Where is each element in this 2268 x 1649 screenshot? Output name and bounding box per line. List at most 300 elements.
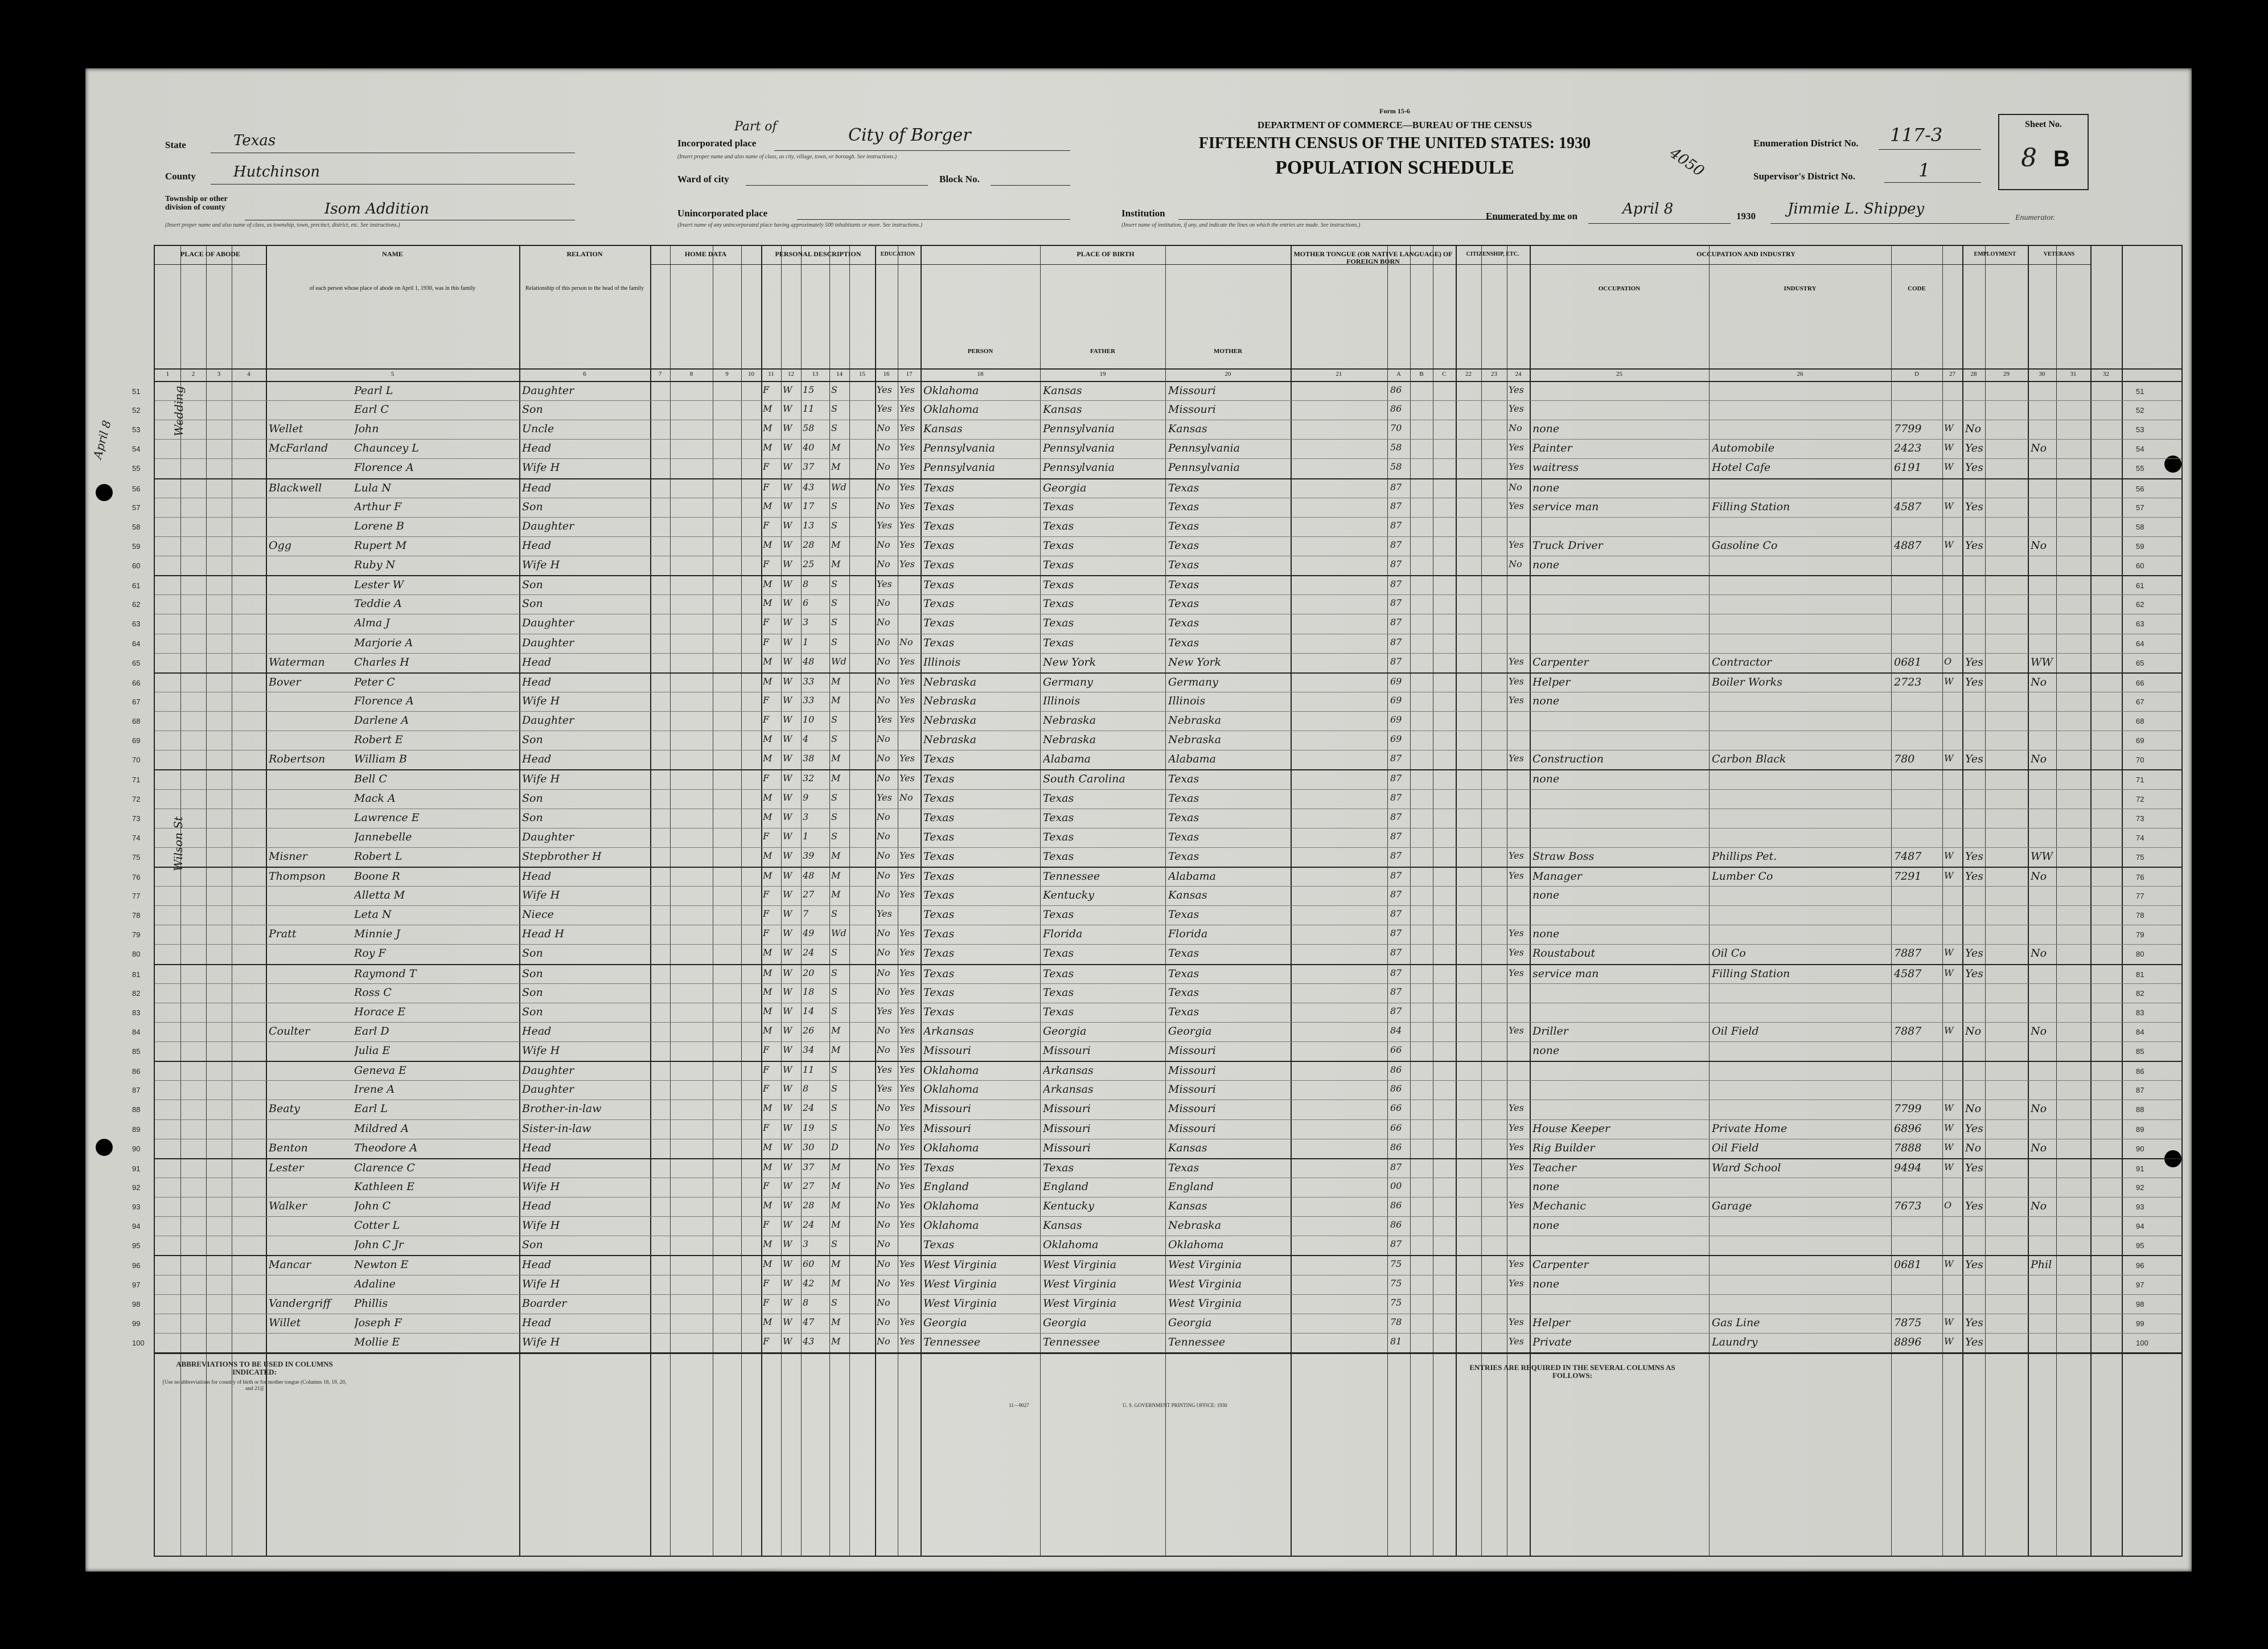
cell-industry: Laundry (1712, 1335, 1758, 1348)
footer-print-number: 11—9027 (1009, 1402, 1029, 1408)
table-row (132, 1294, 2181, 1314)
line-number: 84 (2136, 1027, 2144, 1036)
cell-school: No (877, 636, 890, 647)
cell-father-birth: Texas (1043, 791, 1074, 805)
ed-label: Enumeration District No. (1753, 138, 1859, 149)
cell-given: Ruby N (354, 559, 396, 572)
line-number: 98 (132, 1299, 141, 1308)
cell-race: W (783, 655, 792, 667)
cell-race: W (783, 870, 792, 881)
cell-work: No (1509, 559, 1522, 570)
line-number: 66 (2136, 678, 2144, 687)
table-row (132, 478, 2181, 499)
enumerator-label: Enumerator. (2015, 214, 2055, 222)
table-row (132, 439, 2181, 459)
line-number: 63 (2136, 620, 2144, 629)
line-number: 67 (132, 697, 141, 706)
cell-vet: No (2031, 1024, 2047, 1037)
cell-given: Darlene A (354, 714, 409, 727)
cell-work: Yes (1509, 1024, 1524, 1036)
cell-emp: No (1965, 1024, 1982, 1037)
cell-marital: M (831, 539, 841, 550)
cell-birth: Illinois (923, 655, 961, 668)
column-number: D (1914, 371, 1919, 378)
cell-given: Rupert M (354, 539, 407, 552)
cell-birth: Texas (923, 791, 955, 805)
cell-birth: Texas (923, 967, 955, 980)
column-subhead-birth-father: FATHER (1090, 348, 1116, 355)
margin-note-street-1: Wedding (172, 385, 186, 437)
line-number: 51 (2136, 387, 2144, 396)
cell-birth: Texas (923, 773, 955, 786)
cell-sex: F (763, 1335, 770, 1347)
header-rule (761, 264, 875, 265)
cell-birth: Texas (923, 1238, 955, 1252)
line-number: 92 (2136, 1183, 2144, 1192)
cell-mother-birth: Missouri (1168, 384, 1216, 397)
column-number: 12 (788, 371, 794, 378)
cell-relation: Son (522, 1238, 543, 1252)
cell-given: Pearl L (354, 384, 393, 397)
cell-work: Yes (1509, 753, 1524, 764)
cell-mother-birth: Nebraska (1168, 714, 1222, 727)
cell-vet: WW (2031, 655, 2053, 668)
cell-given: Theodore A (354, 1141, 418, 1154)
line-number: 59 (132, 542, 141, 551)
cell-race: W (783, 967, 792, 978)
cell-father-birth: Illinois (1043, 694, 1080, 707)
table-row (132, 1061, 2181, 1081)
cell-school: No (877, 597, 890, 609)
cell-marital: S (831, 579, 837, 590)
cell-read: Yes (899, 559, 915, 570)
cell-school: No (877, 889, 890, 900)
cell-work: Yes (1509, 461, 1524, 473)
cell-work: Yes (1509, 1102, 1524, 1114)
cell-marital: S (831, 636, 837, 647)
cell-emp: Yes (1965, 947, 1983, 960)
cell-father-birth: Kansas (1043, 1219, 1082, 1232)
cell-mother-birth: Missouri (1168, 403, 1216, 416)
cell-sex: M (763, 675, 773, 687)
cell-occupation: Straw Boss (1532, 850, 1595, 863)
cell-work: No (1509, 422, 1522, 434)
cell-school: No (877, 753, 890, 764)
line-number: 58 (132, 522, 141, 531)
cell-given: Mildred A (354, 1122, 409, 1135)
cell-age: 48 (803, 655, 815, 667)
form-number: Form 15-6 (1379, 107, 1410, 115)
cell-relation: Wife H (522, 773, 560, 786)
cell-marital: S (831, 1238, 837, 1250)
cell-school: No (877, 733, 890, 745)
line-number: 95 (2136, 1241, 2144, 1250)
cell-father-birth: Alabama (1043, 753, 1091, 766)
cell-relation: Son (522, 1005, 543, 1018)
cell-school: Yes (877, 384, 892, 395)
cell-emp: Yes (1965, 675, 1983, 688)
cell-race: W (783, 1083, 792, 1094)
line-number: 52 (132, 406, 141, 415)
cell-given: Florence A (354, 461, 414, 474)
cell-occupation: Rig Builder (1532, 1141, 1595, 1154)
cell-code: 86 (1390, 1083, 1402, 1094)
cell-read: Yes (899, 986, 915, 997)
line-number: 66 (132, 678, 141, 687)
cell-father-birth: Kansas (1043, 403, 1082, 416)
supervisor-value: 1 (1918, 159, 1930, 181)
cell-code: 75 (1390, 1258, 1402, 1270)
column-group-head: EDUCATION (880, 251, 915, 257)
cell-sex: M (763, 967, 773, 978)
cell-marital: M (831, 773, 841, 784)
cell-vet: No (2031, 753, 2047, 766)
cell-race: W (783, 617, 792, 628)
cell-emp: Yes (1965, 500, 1983, 513)
cell-given: Arthur F (354, 500, 402, 513)
cell-father-birth: Pennsylvania (1043, 442, 1115, 455)
cell-birth: Texas (923, 870, 955, 883)
cell-birth: Texas (923, 1005, 955, 1018)
cell-emp: Yes (1965, 442, 1983, 455)
line-number: 79 (2136, 930, 2144, 940)
table-row (132, 517, 2181, 537)
cell-occupation: Manager (1532, 870, 1582, 883)
cell-emp: Yes (1965, 1161, 1983, 1174)
cell-read: Yes (899, 461, 915, 473)
cell-sex: F (763, 636, 770, 647)
cell-relation: Son (522, 967, 543, 980)
cell-race: W (783, 675, 792, 687)
cell-race: W (783, 422, 792, 434)
cell-read: Yes (899, 1316, 915, 1327)
cell-marital: M (831, 559, 841, 570)
cell-ind-code: 6896 (1894, 1122, 1922, 1135)
column-subhead-relation: Relationship of this person to the head of the family (525, 285, 644, 292)
column-group-head: VETERANS (2043, 251, 2075, 257)
cell-marital: M (831, 675, 841, 687)
cell-race: W (783, 1316, 792, 1327)
cell-class: W (1944, 1102, 1954, 1114)
cell-age: 42 (803, 1277, 815, 1289)
cell-school: No (877, 870, 890, 881)
cell-age: 14 (803, 1005, 815, 1016)
cell-sex: M (763, 1200, 773, 1211)
cell-race: W (783, 791, 792, 803)
cell-marital: M (831, 1258, 841, 1270)
cell-father-birth: Texas (1043, 947, 1074, 960)
cell-mother-birth: Texas (1168, 1005, 1199, 1018)
cell-age: 24 (803, 1219, 815, 1230)
cell-industry: Gasoline Co (1712, 539, 1778, 552)
census-title: FIFTEENTH CENSUS OF THE UNITED STATES: 1930 (1198, 134, 1591, 152)
cell-father-birth: Germany (1043, 675, 1093, 688)
cell-mother-birth: Nebraska (1168, 1219, 1222, 1232)
cell-given: Chauncey L (354, 442, 419, 455)
cell-mother-birth: England (1168, 1180, 1214, 1193)
cell-sex: M (763, 1024, 773, 1036)
cell-given: Kathleen E (354, 1180, 415, 1193)
cell-mother-birth: Missouri (1168, 1102, 1216, 1115)
cell-mother-birth: Texas (1168, 986, 1199, 999)
cell-code: 87 (1390, 617, 1402, 628)
line-number: 71 (132, 776, 141, 785)
cell-relation: Wife H (522, 889, 560, 902)
cell-class: W (1944, 753, 1954, 764)
line-number: 80 (132, 950, 141, 959)
cell-code: 87 (1390, 889, 1402, 900)
cell-relation: Head (522, 753, 552, 766)
cell-read: Yes (899, 1161, 915, 1172)
cell-sex: F (763, 461, 770, 473)
cell-given: Florence A (354, 694, 414, 707)
cell-read: Yes (899, 675, 915, 687)
cell-ind-code: 7291 (1894, 870, 1922, 883)
margin-number: 4050 (1666, 144, 1707, 181)
cell-father-birth: Missouri (1043, 1102, 1091, 1115)
line-number: 67 (2136, 697, 2144, 706)
column-number: 13 (812, 371, 819, 378)
cell-race: W (783, 403, 792, 415)
cell-industry: Oil Field (1712, 1141, 1759, 1154)
cell-code: 87 (1390, 1238, 1402, 1250)
line-number: 51 (132, 387, 141, 396)
cell-sex: M (763, 500, 773, 511)
cell-school: No (877, 655, 890, 667)
line-number: 70 (2136, 756, 2144, 765)
cell-mother-birth: Texas (1168, 1161, 1199, 1174)
cell-read: Yes (899, 694, 915, 705)
footer-entries-title: ENTRIES ARE REQUIRED IN THE SEVERAL COLUMNS AS FOLLOWS: (1469, 1363, 1675, 1380)
table-row (132, 1197, 2181, 1217)
cell-marital: S (831, 500, 837, 511)
cell-given: Lula N (354, 481, 391, 494)
cell-read: Yes (899, 1335, 915, 1347)
cell-school: No (877, 442, 890, 453)
cell-sex: F (763, 1064, 770, 1076)
cell-ind-code: 9494 (1894, 1161, 1922, 1174)
column-number: 28 (1970, 371, 1977, 378)
cell-given: Mack A (354, 791, 396, 805)
cell-father-birth: Texas (1043, 908, 1074, 921)
cell-age: 24 (803, 947, 815, 958)
cell-class: W (1944, 1122, 1954, 1133)
cell-age: 9 (803, 791, 809, 803)
cell-age: 37 (803, 1161, 815, 1172)
enumerator-name: Jimmie L. Shippey (1788, 200, 1925, 218)
cell-birth: Oklahoma (923, 1141, 979, 1154)
cell-school: No (877, 559, 890, 570)
line-number: 77 (2136, 892, 2144, 901)
footer-abbrev-title: ABBREVIATIONS TO BE USED IN COLUMNS INDICATED: (176, 1360, 333, 1376)
cell-relation: Stepbrother H (522, 850, 602, 863)
cell-class: W (1944, 1024, 1954, 1036)
township-label: Township or other division of county (165, 195, 228, 212)
cell-relation: Son (522, 811, 543, 824)
cell-industry: Boiler Works (1712, 675, 1782, 688)
cell-work: Yes (1509, 675, 1524, 687)
cell-mother-birth: Texas (1168, 559, 1199, 572)
table-row (132, 1255, 2181, 1275)
table-row (132, 983, 2181, 1003)
cell-read: Yes (899, 1064, 915, 1076)
cell-school: No (877, 947, 890, 958)
cell-sex: M (763, 1005, 773, 1016)
footer-abbrev-note: [Use no abbreviations for country of birth or for mother tongue (Columns 18, 19, 20, and 21)] (162, 1380, 347, 1392)
cell-code: 87 (1390, 811, 1402, 822)
cell-relation: Head (522, 655, 552, 668)
cell-sex: M (763, 597, 773, 609)
cell-marital: M (831, 1044, 841, 1056)
cell-school: No (877, 967, 890, 978)
cell-vet: No (2031, 947, 2047, 960)
column-number: 10 (748, 371, 754, 378)
cell-race: W (783, 928, 792, 939)
cell-birth: Texas (923, 539, 955, 552)
cell-vet: No (2031, 539, 2047, 552)
cell-sex: F (763, 694, 770, 705)
cell-given: Charles H (354, 655, 409, 668)
cell-ind-code: 8896 (1894, 1335, 1922, 1348)
cell-given: Lorene B (354, 519, 404, 532)
column-number: 20 (1225, 371, 1231, 378)
cell-school: No (877, 481, 890, 493)
table-row (132, 1314, 2181, 1334)
line-number: 81 (132, 970, 141, 979)
cell-class: W (1944, 870, 1954, 881)
cell-race: W (783, 986, 792, 997)
cell-birth: West Virginia (923, 1258, 997, 1271)
cell-school: Yes (877, 579, 892, 590)
line-number: 74 (132, 833, 141, 842)
cell-birth: West Virginia (923, 1277, 997, 1290)
line-number: 57 (2136, 503, 2144, 512)
line-number: 91 (132, 1164, 141, 1173)
line-number: 75 (2136, 852, 2144, 862)
cell-age: 34 (803, 1044, 815, 1056)
cell-sex: F (763, 1297, 770, 1308)
cell-mother-birth: Texas (1168, 519, 1199, 532)
cell-mother-birth: Pennsylvania (1168, 461, 1240, 474)
cell-mother-birth: Tennessee (1168, 1335, 1226, 1348)
line-number: 55 (2136, 464, 2144, 473)
cell-marital: S (831, 986, 837, 997)
cell-father-birth: West Virginia (1043, 1277, 1117, 1290)
enumerated-label: Enumerated by me on (1486, 211, 1578, 221)
cell-work: Yes (1509, 947, 1524, 958)
line-number: 90 (132, 1144, 141, 1153)
cell-class: W (1944, 1335, 1954, 1347)
line-number: 83 (2136, 1008, 2144, 1017)
cell-marital: M (831, 870, 841, 881)
cell-mother-birth: West Virginia (1168, 1277, 1242, 1290)
cell-surname: Vandergriff (269, 1297, 331, 1310)
cell-given: Robert L (354, 850, 402, 863)
cell-relation: Wife H (522, 1335, 560, 1348)
cell-age: 28 (803, 539, 815, 550)
cell-industry: Carbon Black (1712, 753, 1786, 766)
cell-birth: Texas (923, 636, 955, 649)
cell-code: 87 (1390, 1161, 1402, 1172)
cell-code: 66 (1390, 1122, 1402, 1133)
cell-age: 48 (803, 870, 815, 881)
cell-father-birth: Texas (1043, 1161, 1074, 1174)
cell-age: 13 (803, 519, 815, 531)
cell-father-birth: Kentucky (1043, 1200, 1094, 1213)
cell-school: No (877, 1277, 890, 1289)
cell-birth: Texas (923, 889, 955, 902)
cell-read: Yes (899, 422, 915, 434)
cell-sex: M (763, 422, 773, 434)
cell-vet: No (2031, 1200, 2047, 1213)
cell-relation: Head (522, 1258, 552, 1271)
cell-given: Clarence C (354, 1161, 415, 1174)
column-subhead-birth-person: PERSON (967, 348, 993, 355)
table-row (132, 672, 2181, 693)
cell-occupation: Construction (1532, 753, 1604, 766)
table-row (132, 556, 2181, 576)
cell-work: Yes (1509, 928, 1524, 939)
ed-value: 117-3 (1890, 124, 1943, 146)
cell-marital: M (831, 442, 841, 453)
line-number: 70 (132, 756, 141, 765)
line-number: 86 (132, 1067, 141, 1076)
punch-hole (96, 1139, 113, 1156)
cell-mother-birth: Texas (1168, 579, 1199, 592)
column-number: 23 (1491, 371, 1497, 378)
cell-birth: Texas (923, 753, 955, 766)
cell-father-birth: Pennsylvania (1043, 461, 1115, 474)
cell-given: Marjorie A (354, 636, 413, 649)
state-label: State (165, 140, 186, 150)
cell-work: Yes (1509, 694, 1524, 705)
cell-father-birth: Texas (1043, 579, 1074, 592)
cell-given: Cotter L (354, 1219, 400, 1232)
cell-father-birth: Missouri (1043, 1122, 1091, 1135)
incorporated-value: City of Borger (848, 125, 971, 145)
cell-father-birth: New York (1043, 655, 1096, 668)
cell-birth: Oklahoma (923, 1083, 979, 1096)
cell-given: Earl L (354, 1102, 388, 1115)
line-number: 98 (2136, 1299, 2144, 1308)
cell-occupation: Helper (1532, 675, 1571, 688)
cell-mother-birth: Texas (1168, 791, 1199, 805)
cell-sex: M (763, 753, 773, 764)
cell-emp: Yes (1965, 1258, 1983, 1271)
cell-birth: Texas (923, 830, 955, 843)
cell-birth: Texas (923, 986, 955, 999)
table-row (132, 1100, 2181, 1119)
cell-school: No (877, 1044, 890, 1056)
cell-class: W (1944, 461, 1954, 473)
cell-race: W (783, 519, 792, 531)
cell-marital: Wd (831, 928, 847, 939)
cell-age: 19 (803, 1122, 815, 1133)
cell-birth: Tennessee (923, 1335, 981, 1348)
cell-sex: F (763, 1044, 770, 1056)
cell-age: 43 (803, 481, 815, 493)
cell-relation: Head (522, 1161, 552, 1174)
cell-surname: Misner (269, 850, 307, 863)
cell-mother-birth: Texas (1168, 811, 1199, 824)
table-row (132, 711, 2181, 731)
cell-birth: Texas (923, 519, 955, 532)
table-row (132, 692, 2181, 712)
cell-code: 69 (1390, 733, 1402, 745)
cell-race: W (783, 1297, 792, 1308)
line-number: 81 (2136, 970, 2144, 979)
cell-father-birth: Texas (1043, 617, 1074, 630)
